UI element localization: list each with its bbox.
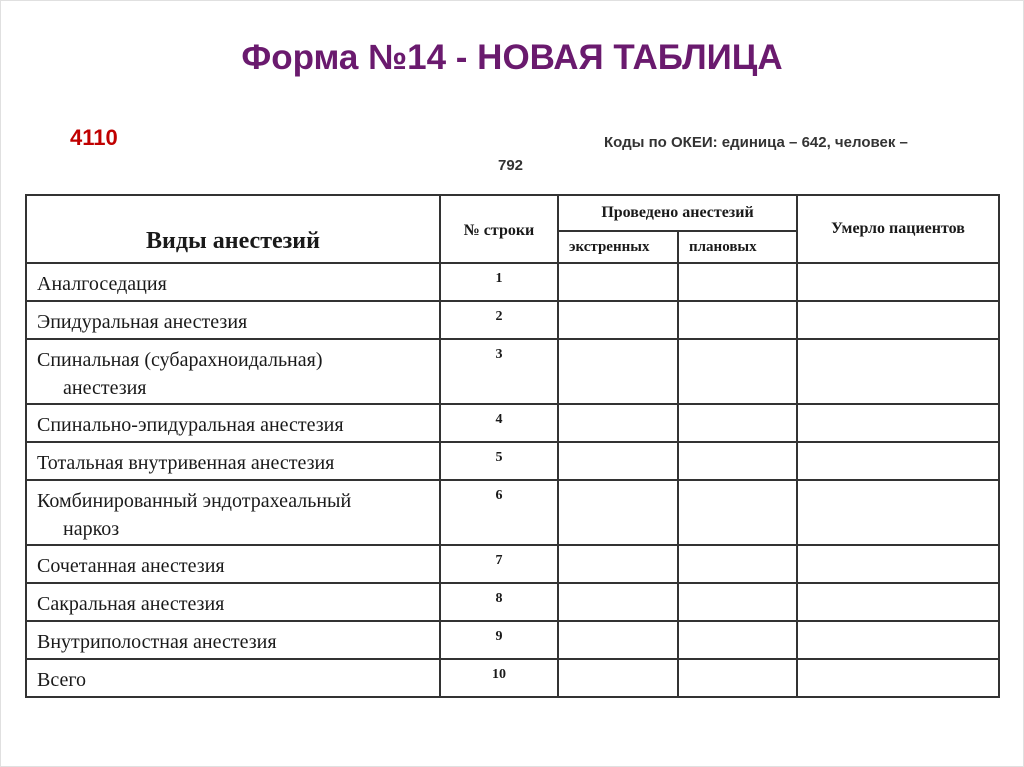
died-cell[interactable]: [797, 545, 999, 583]
died-cell[interactable]: [797, 442, 999, 480]
form-code: 4110: [70, 125, 118, 150]
died-cell[interactable]: [797, 659, 999, 697]
emergency-cell[interactable]: [558, 404, 678, 442]
table-row: [26, 404, 999, 442]
row-name-line1: Комбинированный эндотрахеальный: [37, 490, 352, 512]
header-anesthesia-types: Виды анестезий: [26, 195, 440, 263]
table-row: [26, 583, 999, 621]
row-name: Сакральная анестезия: [26, 583, 440, 621]
planned-cell[interactable]: [678, 583, 797, 621]
table-row: [26, 339, 999, 404]
row-name: Спинально-эпидуральная анестезия: [26, 404, 440, 442]
emergency-cell[interactable]: [558, 442, 678, 480]
planned-cell[interactable]: [678, 480, 797, 545]
emergency-cell[interactable]: [558, 301, 678, 339]
emergency-cell[interactable]: [558, 263, 678, 301]
row-number: 1: [440, 263, 558, 301]
died-cell[interactable]: [797, 404, 999, 442]
planned-cell[interactable]: [678, 263, 797, 301]
planned-cell[interactable]: [678, 621, 797, 659]
row-number: 4: [440, 404, 558, 442]
table-header-row: [26, 195, 999, 231]
okei-codes-label: Коды по ОКЕИ: единица – 642, человек –: [604, 134, 908, 151]
row-name: Тотальная внутривенная анестезия: [26, 442, 440, 480]
planned-cell[interactable]: [678, 545, 797, 583]
row-name-line2: анестезия: [63, 377, 147, 399]
died-cell[interactable]: [797, 621, 999, 659]
table-row: [26, 301, 999, 339]
row-number: 8: [440, 583, 558, 621]
table-row: [26, 480, 999, 545]
planned-cell[interactable]: [678, 301, 797, 339]
row-name: Аналгоседация: [26, 263, 440, 301]
planned-cell[interactable]: [678, 659, 797, 697]
died-cell[interactable]: [797, 583, 999, 621]
emergency-cell[interactable]: [558, 659, 678, 697]
emergency-cell[interactable]: [558, 583, 678, 621]
emergency-cell[interactable]: [558, 621, 678, 659]
row-name: Эпидуральная анестезия: [26, 301, 440, 339]
row-number: 2: [440, 301, 558, 339]
header-emergency: экстренных: [558, 231, 678, 263]
table-row: [26, 621, 999, 659]
planned-cell[interactable]: [678, 339, 797, 404]
row-name-line2: наркоз: [63, 518, 120, 540]
header-planned: плановых: [678, 231, 797, 263]
page-title: Форма №14 - НОВАЯ ТАБЛИЦА: [241, 38, 783, 77]
row-number: 3: [440, 339, 558, 404]
row-name: [26, 339, 440, 404]
row-name: Внутриполостная анестезия: [26, 621, 440, 659]
emergency-cell[interactable]: [558, 545, 678, 583]
header-patients-died: Умерло пациентов: [797, 195, 999, 263]
died-cell[interactable]: [797, 339, 999, 404]
table-row: [26, 263, 999, 301]
row-name-line1: Спинальная (субарахноидальная): [37, 349, 323, 371]
row-name: Сочетанная анестезия: [26, 545, 440, 583]
died-cell[interactable]: [797, 480, 999, 545]
row-number: 9: [440, 621, 558, 659]
header-row-number: № строки: [440, 195, 558, 263]
died-cell[interactable]: [797, 301, 999, 339]
row-name: [26, 480, 440, 545]
row-number: 7: [440, 545, 558, 583]
table-row-total: [26, 659, 999, 697]
row-number: 6: [440, 480, 558, 545]
row-name: Всего: [26, 659, 440, 697]
table-row: [26, 545, 999, 583]
emergency-cell[interactable]: [558, 480, 678, 545]
header-anesthesias-performed: Проведено анестезий: [558, 195, 797, 231]
row-number: 10: [440, 659, 558, 697]
row-number: 5: [440, 442, 558, 480]
okei-codes-label-continued: 792: [498, 157, 524, 174]
anesthesia-table: [25, 194, 1000, 698]
died-cell[interactable]: [797, 263, 999, 301]
emergency-cell[interactable]: [558, 339, 678, 404]
planned-cell[interactable]: [678, 404, 797, 442]
planned-cell[interactable]: [678, 442, 797, 480]
table-row: [26, 442, 999, 480]
